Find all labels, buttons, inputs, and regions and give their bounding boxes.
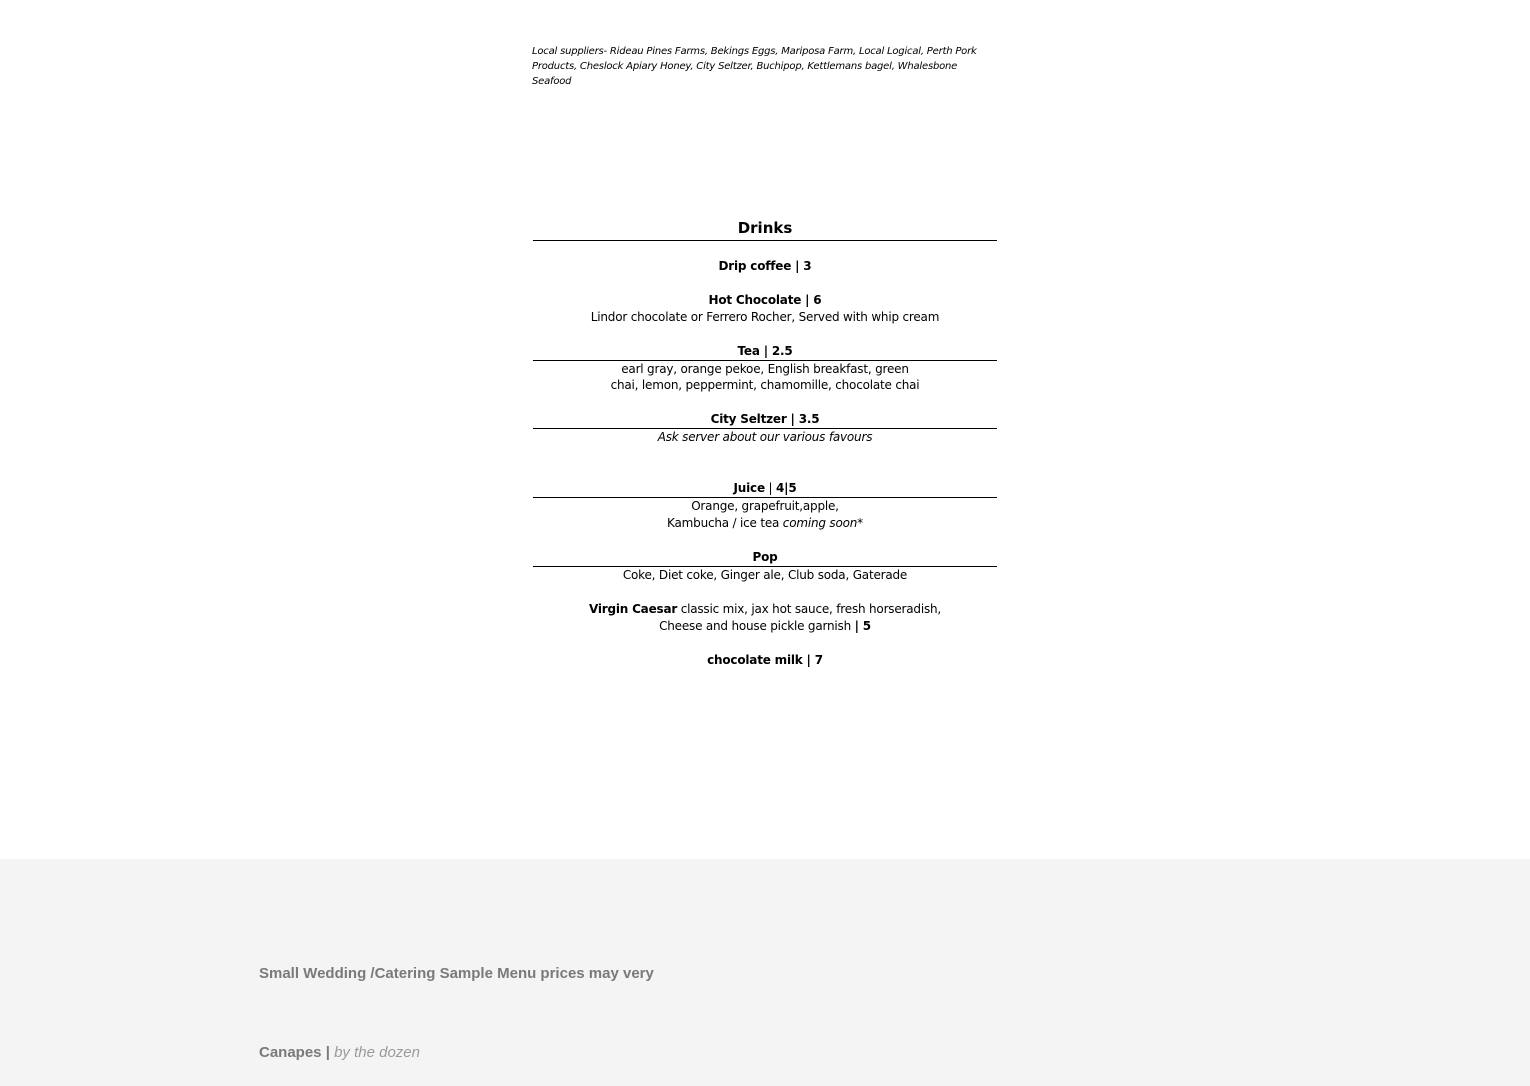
- canapes-heading: [259, 1044, 420, 1061]
- tea-name: Tea: [737, 344, 760, 358]
- juice-price: 4|5: [775, 481, 797, 495]
- catering-title: Small Wedding /Catering Sample Menu prices may very: [259, 965, 654, 982]
- pop-description: Coke, Diet coke, Ginger ale, Club soda, Gaterade: [622, 568, 908, 582]
- pop-item: Pop: [752, 550, 778, 564]
- hot-chocolate-item: Hot Chocolate | 6: [708, 293, 822, 307]
- canapes-label: Canapes |: [259, 1044, 330, 1061]
- coming-soon-note: coming soon*: [782, 516, 863, 530]
- drinks-menu-document: [532, 0, 998, 859]
- virgin-caesar-description-2: Cheese and house pickle garnish: [659, 619, 855, 633]
- catering-section: [0, 859, 1530, 1086]
- juice-item: [533, 480, 997, 496]
- chocolate-milk-item: chocolate milk | 7: [707, 653, 823, 667]
- tea-description-line-2: chai, lemon, peppermint, chamomille, chocolate chai: [610, 378, 920, 392]
- tea-description-line-1: earl gray, orange pekoe, English breakfast, green: [621, 362, 909, 376]
- virgin-caesar-item: [533, 601, 997, 617]
- suppliers-line-1: Local suppliers- Rideau Pines Farms, Bekings Eggs, Mariposa Farm, Local Logical, Perth Pork: [532, 46, 977, 57]
- juice-description-plain: Kambucha / ice tea: [667, 516, 783, 530]
- drip-coffee-item: Drip coffee | 3: [718, 259, 812, 273]
- juice-separator: |: [764, 481, 776, 495]
- seltzer-description: Ask server about our various favours: [657, 430, 873, 444]
- suppliers-line-2: Products, Cheslock Apiary Honey, City Seltzer, Buchipop, Kettlemans bagel, Whalesbone Seafood: [532, 61, 958, 87]
- tea-price: | 2.5: [759, 344, 793, 358]
- tea-item: [533, 343, 997, 359]
- virgin-caesar-price: | 5: [854, 619, 871, 633]
- virgin-caesar-name: Virgin Caesar: [588, 602, 678, 616]
- local-suppliers-note: [532, 44, 998, 89]
- city-seltzer-item: City Seltzer | 3.5: [710, 412, 820, 426]
- drinks-heading: Drinks: [533, 217, 997, 241]
- virgin-caesar-description-1: classic mix, jax hot sauce, fresh horseradish,: [677, 602, 942, 616]
- hot-chocolate-description: Lindor chocolate or Ferrero Rocher, Served with whip cream: [590, 310, 940, 324]
- juice-name: Juice: [733, 481, 765, 495]
- juice-description-line-1: Orange, grapefruit,apple,: [691, 499, 839, 513]
- virgin-caesar-description-line-2: [533, 618, 997, 634]
- juice-description-line-2: [533, 515, 997, 531]
- canapes-note: by the dozen: [329, 1044, 420, 1061]
